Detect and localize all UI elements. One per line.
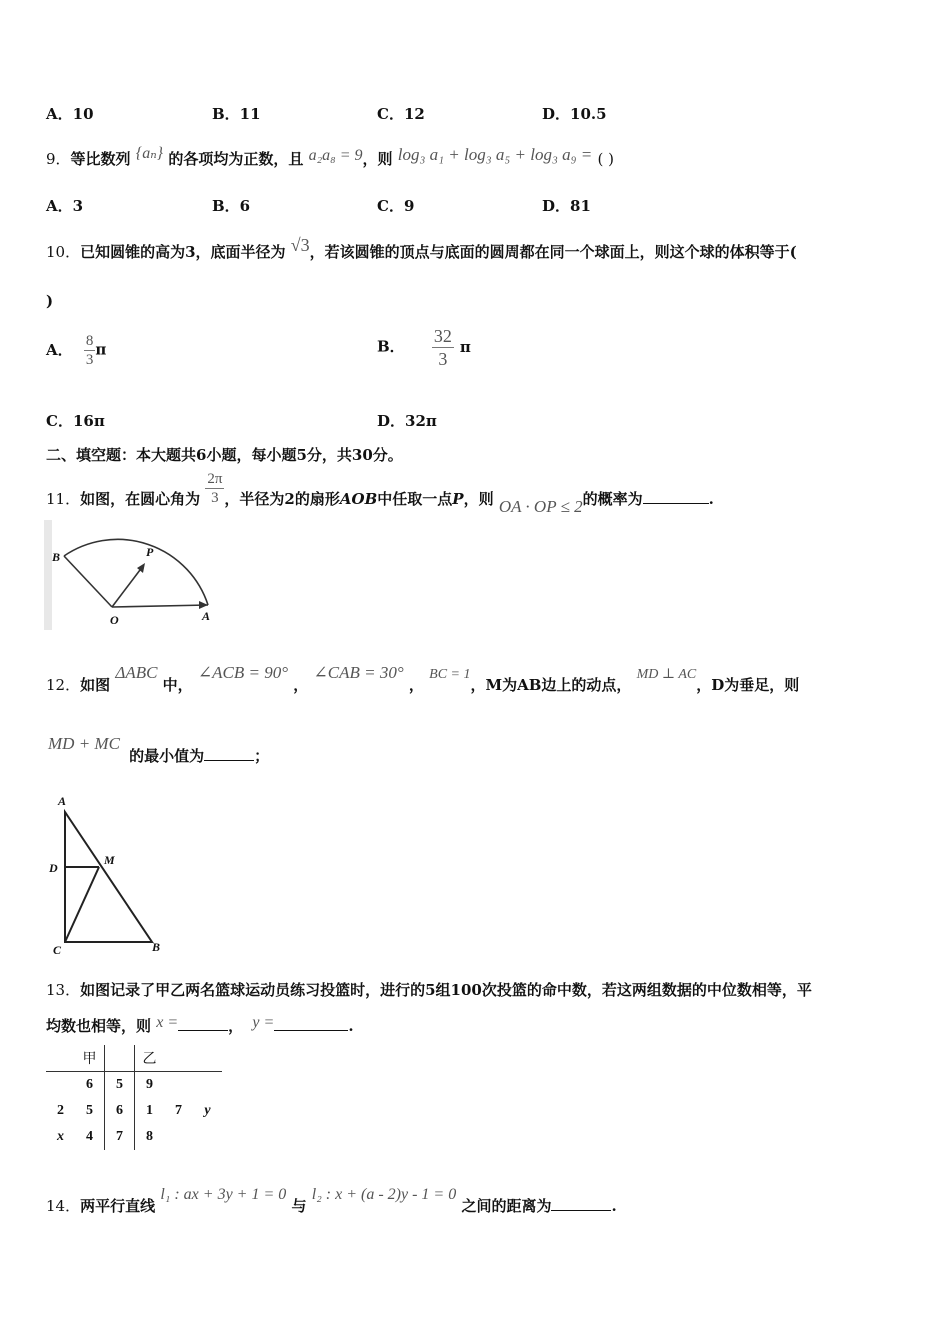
q13-cell: x	[57, 1129, 64, 1144]
q12-text-5: 的最小值为	[129, 747, 205, 765]
q13-cell	[164, 1072, 193, 1099]
q12-text-2: 中，	[162, 676, 193, 694]
q12-triangle: ΔABC	[115, 663, 158, 682]
q13-table-row	[46, 1072, 222, 1099]
q11-label-p: P	[146, 545, 154, 559]
q11-point: P	[452, 489, 464, 508]
q9-stem	[46, 145, 614, 169]
q12-angle-cab: ∠CAB = 30°	[313, 663, 404, 682]
q14-stem	[46, 1183, 617, 1215]
q13-table-header	[46, 1045, 222, 1072]
q12-angle-acb: ∠ACB = 90°	[197, 663, 289, 682]
q12-label-c: C	[53, 943, 62, 957]
q13-x-eq: x =	[156, 1014, 179, 1031]
q13-table-row	[46, 1124, 222, 1150]
q11-condition: OA · OP ≤ 2	[498, 496, 583, 516]
q10-option-b	[377, 325, 471, 370]
q10-text-1: 已知圆锥的高为3，底面半径为	[80, 243, 286, 261]
q10-option-b-denominator: 3	[438, 349, 448, 369]
q10-option-a	[46, 332, 106, 369]
q13-cell	[164, 1124, 193, 1150]
q13-y-eq: y =	[252, 1014, 275, 1031]
q10-close-paren: )	[46, 292, 54, 310]
q14-number: 14．	[46, 1197, 81, 1215]
q13-cell: 1	[146, 1103, 153, 1118]
q9-option-d: D．81	[542, 197, 591, 215]
q12-label-m: M	[104, 853, 115, 867]
q13-cell: 8	[146, 1129, 153, 1144]
q10-number: 10．	[46, 243, 81, 261]
q12-label-b: B	[152, 940, 161, 954]
q9-sequence: {aₙ}	[135, 145, 164, 162]
q13-cell	[46, 1072, 75, 1099]
q14-period: .	[611, 1197, 617, 1215]
q12-text-4: ，D为垂足，则	[696, 676, 800, 694]
q10-option-b-numerator: 32	[433, 326, 452, 346]
q10-option-a-denominator: 3	[85, 352, 94, 368]
q13-header-stem	[105, 1045, 135, 1072]
q9-option-a: A．3	[46, 197, 84, 215]
q11-period: .	[708, 489, 714, 508]
q8-option-d: D．10.5	[542, 105, 607, 123]
q8-option-a: A．10	[46, 105, 94, 123]
q9-expression: log₃ a₁ + log₃ a₅ + log₃ a₉ =	[397, 145, 593, 164]
q13-period: .	[348, 1017, 354, 1035]
q12-triangle-figure	[44, 792, 174, 958]
q10-option-d: D．32π	[377, 412, 437, 430]
q11-figure-edge-shade	[44, 520, 52, 630]
q12-stem-line-2	[48, 733, 270, 765]
q10-option-b-pi: π	[459, 337, 471, 356]
q14-text-1: 两平行直线	[80, 1197, 156, 1215]
q13-text-2: 均数也相等，则	[46, 1017, 152, 1035]
q14-answer-blank[interactable]	[551, 1210, 611, 1211]
q8-option-c: C．12	[377, 105, 425, 123]
q11-stem	[46, 470, 714, 516]
q10-option-a-pi: π	[95, 340, 107, 359]
q13-comma: ，	[228, 1017, 244, 1035]
q12-number: 12．	[46, 676, 81, 694]
q13-stem-line-2	[46, 1015, 354, 1036]
q12-expression: MD + MC	[48, 734, 120, 753]
q14-text-3: 之间的距离为	[461, 1197, 552, 1215]
q11-answer-blank[interactable]	[643, 503, 709, 504]
q11-number: 11．	[46, 489, 81, 508]
q13-cell: 5	[86, 1103, 93, 1118]
q13-cell	[193, 1072, 222, 1099]
q11-text-5: 的概率为	[582, 489, 643, 508]
q10-radius: √3	[290, 235, 310, 255]
q13-number: 13．	[46, 981, 81, 999]
q11-vector-op	[112, 566, 143, 607]
q11-angle-denominator: 3	[211, 490, 219, 506]
q12-comma-2: ，	[408, 676, 424, 694]
q11-angle-fraction	[205, 470, 224, 507]
q11-label-a: A	[202, 609, 211, 623]
q13-stem-leaf-plot	[46, 1045, 222, 1150]
q10-option-a-label: A．	[46, 340, 73, 359]
q12-answer-blank[interactable]	[204, 760, 254, 761]
q14-line-2: l₂ : x + (a - 2)y - 1 = 0	[311, 1186, 457, 1203]
q11-sector-figure	[44, 520, 219, 632]
q13-header-cell	[164, 1045, 193, 1072]
q9-option-b: B．6	[212, 197, 251, 215]
q12-text-3: ，M为AB边上的动点，	[470, 676, 632, 694]
q13-cell: 9	[146, 1077, 153, 1092]
q12-stem	[46, 660, 800, 694]
q12-comma-1: ，	[293, 676, 309, 694]
q12-label-a: A	[58, 794, 67, 808]
q9-paren: ( )	[597, 150, 614, 168]
q13-cell	[193, 1124, 222, 1150]
q10-option-a-numerator: 8	[85, 333, 94, 349]
q11-radius-oa	[112, 605, 208, 607]
q13-x-blank[interactable]	[178, 1030, 228, 1031]
q12-side-bc: BC = 1	[429, 667, 471, 682]
q14-text-2: 与	[291, 1197, 307, 1215]
q12-label-d: D	[49, 861, 58, 875]
q13-header-jia: 甲	[82, 1052, 97, 1067]
q13-text-1: 如图记录了甲乙两名篮球运动员练习投篮时，进行的5组100次投篮的命中数，若这两组数据的中位数相等，平	[80, 981, 812, 999]
q11-label-b: B	[52, 550, 61, 564]
q12-segment-mc	[65, 867, 99, 942]
q13-cell: 2	[57, 1103, 64, 1118]
q11-text-3: 中任取一点	[377, 489, 453, 508]
q13-cell: 4	[86, 1129, 93, 1144]
q11-text-2: ，半径为2的扇形	[224, 489, 340, 508]
q14-line-1: l₁ : ax + 3y + 1 = 0	[160, 1186, 287, 1203]
q12-text-1: 如图	[80, 676, 111, 694]
q13-table-row	[46, 1098, 222, 1124]
q11-text-4: ，则	[463, 489, 494, 508]
q13-cell: 6	[86, 1077, 93, 1092]
q9-option-c: C．9	[377, 197, 415, 215]
q10-option-c: C．16π	[46, 412, 105, 430]
q9-text-1: 等比数列	[70, 150, 131, 168]
q13-header-cell	[193, 1045, 222, 1072]
q12-triangle-abc	[65, 812, 152, 942]
q13-stem-cell: 6	[105, 1098, 135, 1124]
q13-stem-line-1	[46, 979, 812, 1000]
q9-number: 9．	[46, 150, 71, 168]
q11-radius-ob	[64, 556, 112, 607]
q13-table	[46, 1045, 222, 1150]
q9-text-2: 的各项均为正数，且	[168, 150, 304, 168]
q10-option-a-fraction	[84, 332, 96, 369]
q13-stem-cell: 5	[105, 1072, 135, 1099]
q10-option-b-fraction	[432, 325, 454, 370]
q8-option-b: B．11	[212, 105, 261, 123]
q10-option-b-label: B．	[377, 337, 405, 356]
q9-text-3: ，则	[362, 150, 393, 168]
q13-cell: y	[204, 1103, 211, 1118]
q11-label-o: O	[110, 613, 119, 627]
q11-arc	[64, 539, 208, 605]
q11-angle-numerator: 2π	[207, 471, 223, 487]
q13-y-blank[interactable]	[274, 1030, 348, 1031]
q11-sector: AOB	[339, 489, 378, 508]
q12-semicolon: ；	[254, 747, 270, 765]
q10-stem	[46, 235, 797, 262]
section-2-title: 二、填空题：本大题共6小题，每小题5分，共30分。	[46, 446, 403, 464]
q13-header-cell	[46, 1045, 75, 1072]
q13-stem-cell: 7	[105, 1124, 135, 1150]
q9-condition: a₂a₈ = 9	[308, 147, 363, 164]
q12-perpendicular: MD ⊥ AC	[636, 667, 697, 682]
q11-text-1: 如图，在圆心角为	[80, 489, 201, 508]
q10-text-2: ，若该圆锥的顶点与底面的圆周都在同一个球面上，则这个球的体积等于(	[309, 243, 797, 261]
q13-cell: 7	[175, 1103, 182, 1118]
q13-header-yi: 乙	[142, 1052, 157, 1067]
